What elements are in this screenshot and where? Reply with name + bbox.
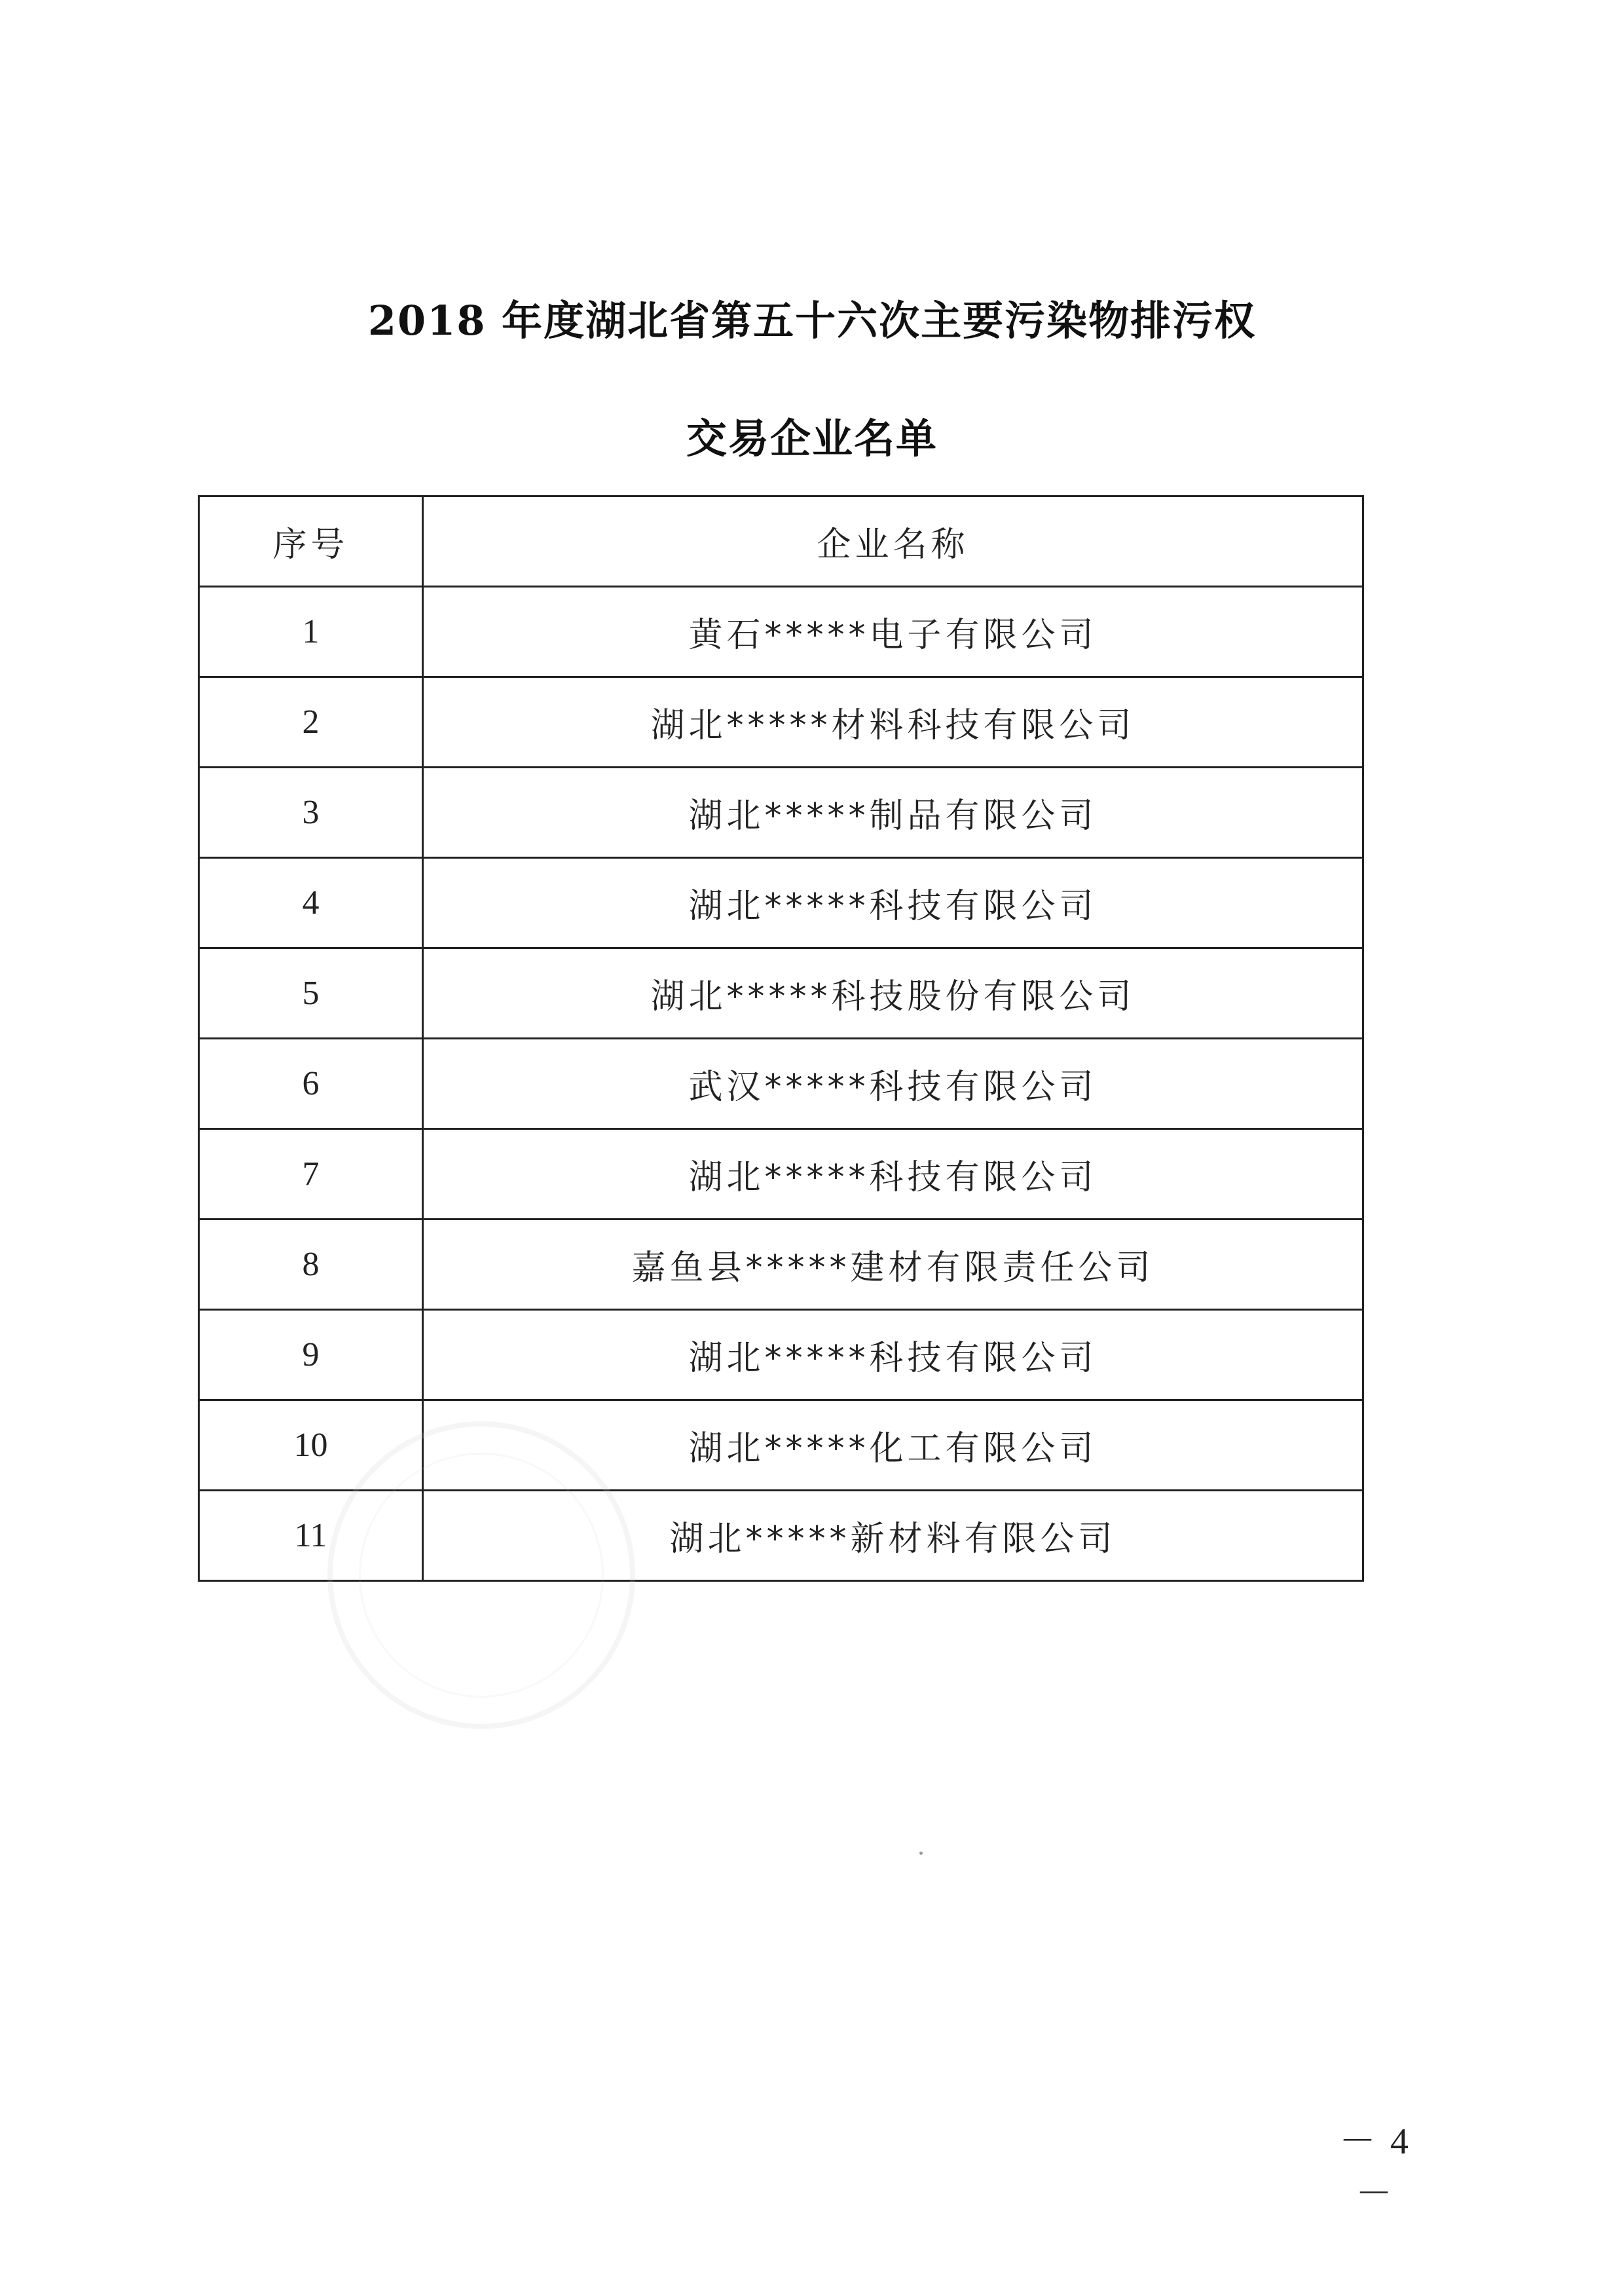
- serial-number-cell: 9: [199, 1310, 423, 1400]
- serial-number-cell: 11: [199, 1491, 423, 1581]
- table-header-row: [199, 496, 1363, 587]
- serial-number-cell: 1: [199, 587, 423, 677]
- table-row: [199, 677, 1363, 768]
- document-title-line-2: 交易企业名单: [686, 415, 938, 462]
- table-row: [199, 1310, 1363, 1400]
- document-title-line-1: 2018 年度湖北省第五十六次主要污染物排污权: [367, 297, 1257, 345]
- enterprise-name-cell: 湖北*****科技股份有限公司: [423, 948, 1363, 1039]
- faded-seal-stamp: [327, 1421, 635, 1729]
- table-row: [199, 948, 1363, 1039]
- table-row: [199, 1129, 1363, 1220]
- serial-number-cell: 2: [199, 677, 423, 768]
- serial-number-cell: 7: [199, 1129, 423, 1220]
- serial-number-cell: 5: [199, 948, 423, 1039]
- page-number: － 4 －: [1339, 2121, 1411, 2214]
- serial-number-cell: 4: [199, 858, 423, 948]
- table-row: [199, 768, 1363, 858]
- header-enterprise-name: 企业名称: [423, 496, 1363, 587]
- enterprise-name-cell: 湖北*****制品有限公司: [423, 768, 1363, 858]
- enterprise-name-cell: 湖北*****科技有限公司: [423, 858, 1363, 948]
- table-row: [199, 587, 1363, 677]
- enterprise-name-cell: 湖北*****新材料有限公司: [423, 1491, 1363, 1581]
- enterprise-name-cell: 湖北*****化工有限公司: [423, 1400, 1363, 1491]
- serial-number-cell: 3: [199, 768, 423, 858]
- serial-number-cell: 10: [199, 1400, 423, 1491]
- scan-speck: [919, 1852, 923, 1855]
- enterprise-name-cell: 湖北*****科技有限公司: [423, 1310, 1363, 1400]
- table-body: [199, 587, 1363, 1581]
- enterprise-list-table: [198, 495, 1364, 1582]
- enterprise-name-cell: 湖北*****材料科技有限公司: [423, 677, 1363, 768]
- enterprise-name-cell: 武汉*****科技有限公司: [423, 1039, 1363, 1129]
- serial-number-cell: 8: [199, 1220, 423, 1310]
- enterprise-name-cell: 湖北*****科技有限公司: [423, 1129, 1363, 1220]
- table-row: [199, 1220, 1363, 1310]
- table-row: [199, 1039, 1363, 1129]
- table-row: [199, 858, 1363, 948]
- enterprise-name-cell: 黄石*****电子有限公司: [423, 587, 1363, 677]
- header-serial-number: 序号: [199, 496, 423, 587]
- enterprise-name-cell: 嘉鱼县*****建材有限责任公司: [423, 1220, 1363, 1310]
- serial-number-cell: 6: [199, 1039, 423, 1129]
